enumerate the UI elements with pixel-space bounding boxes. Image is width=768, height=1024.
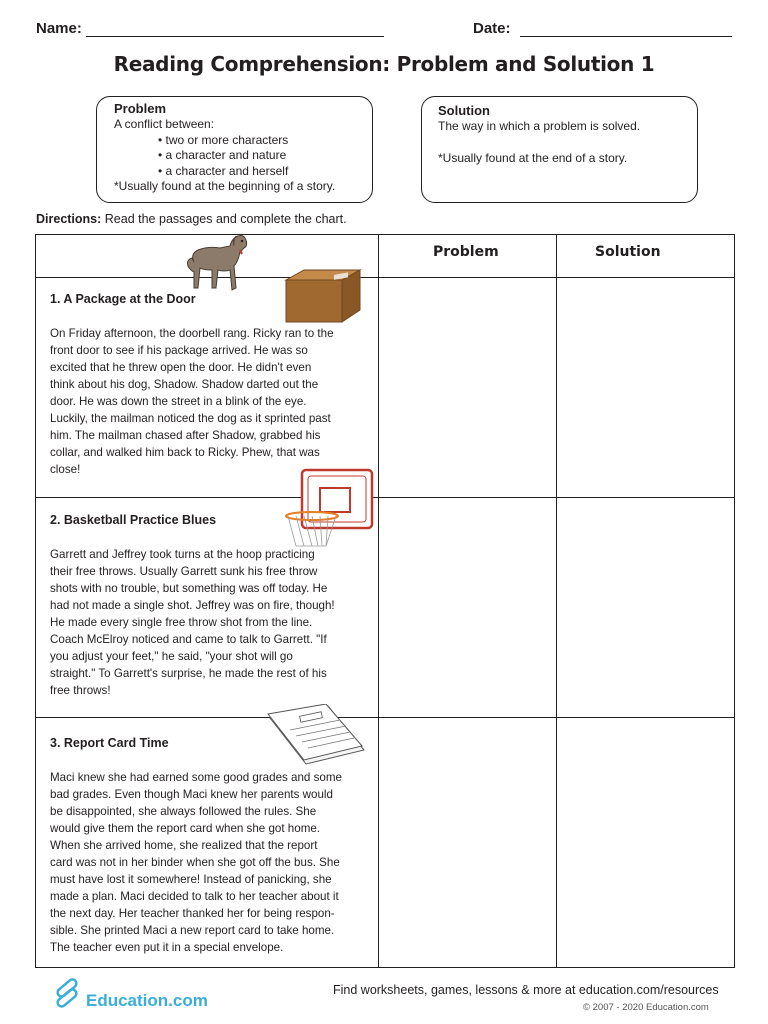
problem-answer-cell-3[interactable] bbox=[379, 718, 556, 967]
problem-box-title: Problem bbox=[114, 101, 167, 116]
education-logo-text[interactable]: Education.com bbox=[86, 991, 208, 1010]
problem-bullet: • two or more characters bbox=[158, 132, 289, 147]
problem-answer-cell-1[interactable] bbox=[379, 278, 556, 497]
date-field-line[interactable] bbox=[520, 36, 732, 37]
problem-bullet: • a character and nature bbox=[158, 148, 287, 162]
problem-answer-cell-2[interactable] bbox=[379, 498, 556, 717]
education-logo-icon bbox=[50, 976, 84, 1010]
solution-answer-cell-1[interactable] bbox=[557, 278, 734, 497]
passage-2-title: 2. Basketball Practice Blues bbox=[50, 513, 217, 527]
passage-3-title: 3. Report Card Time bbox=[50, 736, 169, 750]
date-label: Date: bbox=[473, 20, 511, 37]
name-field-line[interactable] bbox=[86, 36, 384, 37]
passage-1-body: On Friday afternoon, the doorbell rang. Ricky ran to the front door to see if his package arrived. He was so excited that he threw open the door. He didn't even think about his dog, Shadow. Shadow darted out the door. He was down the street in a blink of the eye. Luckily, the mailman noticed the dog as it sprinted past him. The mailman chased after Shadow, grabbed his collar, and walked him back to Ricky. Phew, that was close! bbox=[50, 327, 334, 476]
copyright-text: © 2007 - 2020 Education.com bbox=[583, 1002, 709, 1013]
problem-column-header: Problem bbox=[433, 244, 499, 260]
solution-column-header: Solution bbox=[595, 244, 661, 260]
directions bbox=[36, 212, 347, 226]
passage-2-body: Garrett and Jeffrey took turns at the hoop practicing their free throws. Usually Garrett sunk his free throw shots with no trouble, but something was off today. He had not made a single shot. Jeffrey was on fire, though! He made every single free throw shot from the line. Coach McElroy noticed and came to talk to Garrett. "If you adjust your feet," he said, "your shot will go straight." To Garrett's surprise, he made the rest of his free throws! bbox=[50, 548, 335, 697]
problem-box-note: *Usually found at the beginning of a story. bbox=[114, 179, 336, 193]
solution-definition-box bbox=[421, 96, 698, 203]
solution-answer-cell-2[interactable] bbox=[557, 498, 734, 717]
problem-definition-box bbox=[96, 96, 373, 203]
package-box-illustration bbox=[282, 268, 362, 324]
directions-text: Read the passages and complete the chart. bbox=[104, 212, 347, 226]
passage-1-title: 1. A Package at the Door bbox=[50, 292, 196, 306]
solution-box-desc: The way in which a problem is solved. bbox=[438, 119, 641, 133]
report-card-illustration bbox=[266, 704, 368, 766]
directions-label: Directions: bbox=[36, 212, 102, 226]
dog-illustration bbox=[186, 232, 252, 294]
footer-tagline: Find worksheets, games, lessons & more at education.com/resources bbox=[333, 983, 719, 997]
solution-answer-cell-3[interactable] bbox=[557, 718, 734, 967]
passage-3-body: Maci knew she had earned some good grades and some bad grades. Even though Maci knew her parents would be disappointed, she always followed the rules. She would give them the report card when she got home. When she arrived home, she realized that the report card was not in her binder when she got off the bus. She must have lost it somewhere! Instead of panicking, she made a plan. Maci decided to talk to her teacher about it the next day. Her teacher thanked her for being respon- sible. She printed Maci a new report card to take home. The teacher even put it in a special envelope. bbox=[50, 771, 342, 954]
page-title: Reading Comprehension: Problem and Solution 1 bbox=[113, 52, 655, 76]
basketball-hoop-illustration bbox=[282, 468, 374, 550]
solution-box-title: Solution bbox=[438, 103, 490, 118]
solution-box-note: *Usually found at the end of a story. bbox=[438, 150, 628, 165]
name-label: Name: bbox=[36, 20, 82, 37]
problem-box-intro: A conflict between: bbox=[114, 117, 215, 131]
problem-bullet: • a character and herself bbox=[158, 163, 289, 178]
